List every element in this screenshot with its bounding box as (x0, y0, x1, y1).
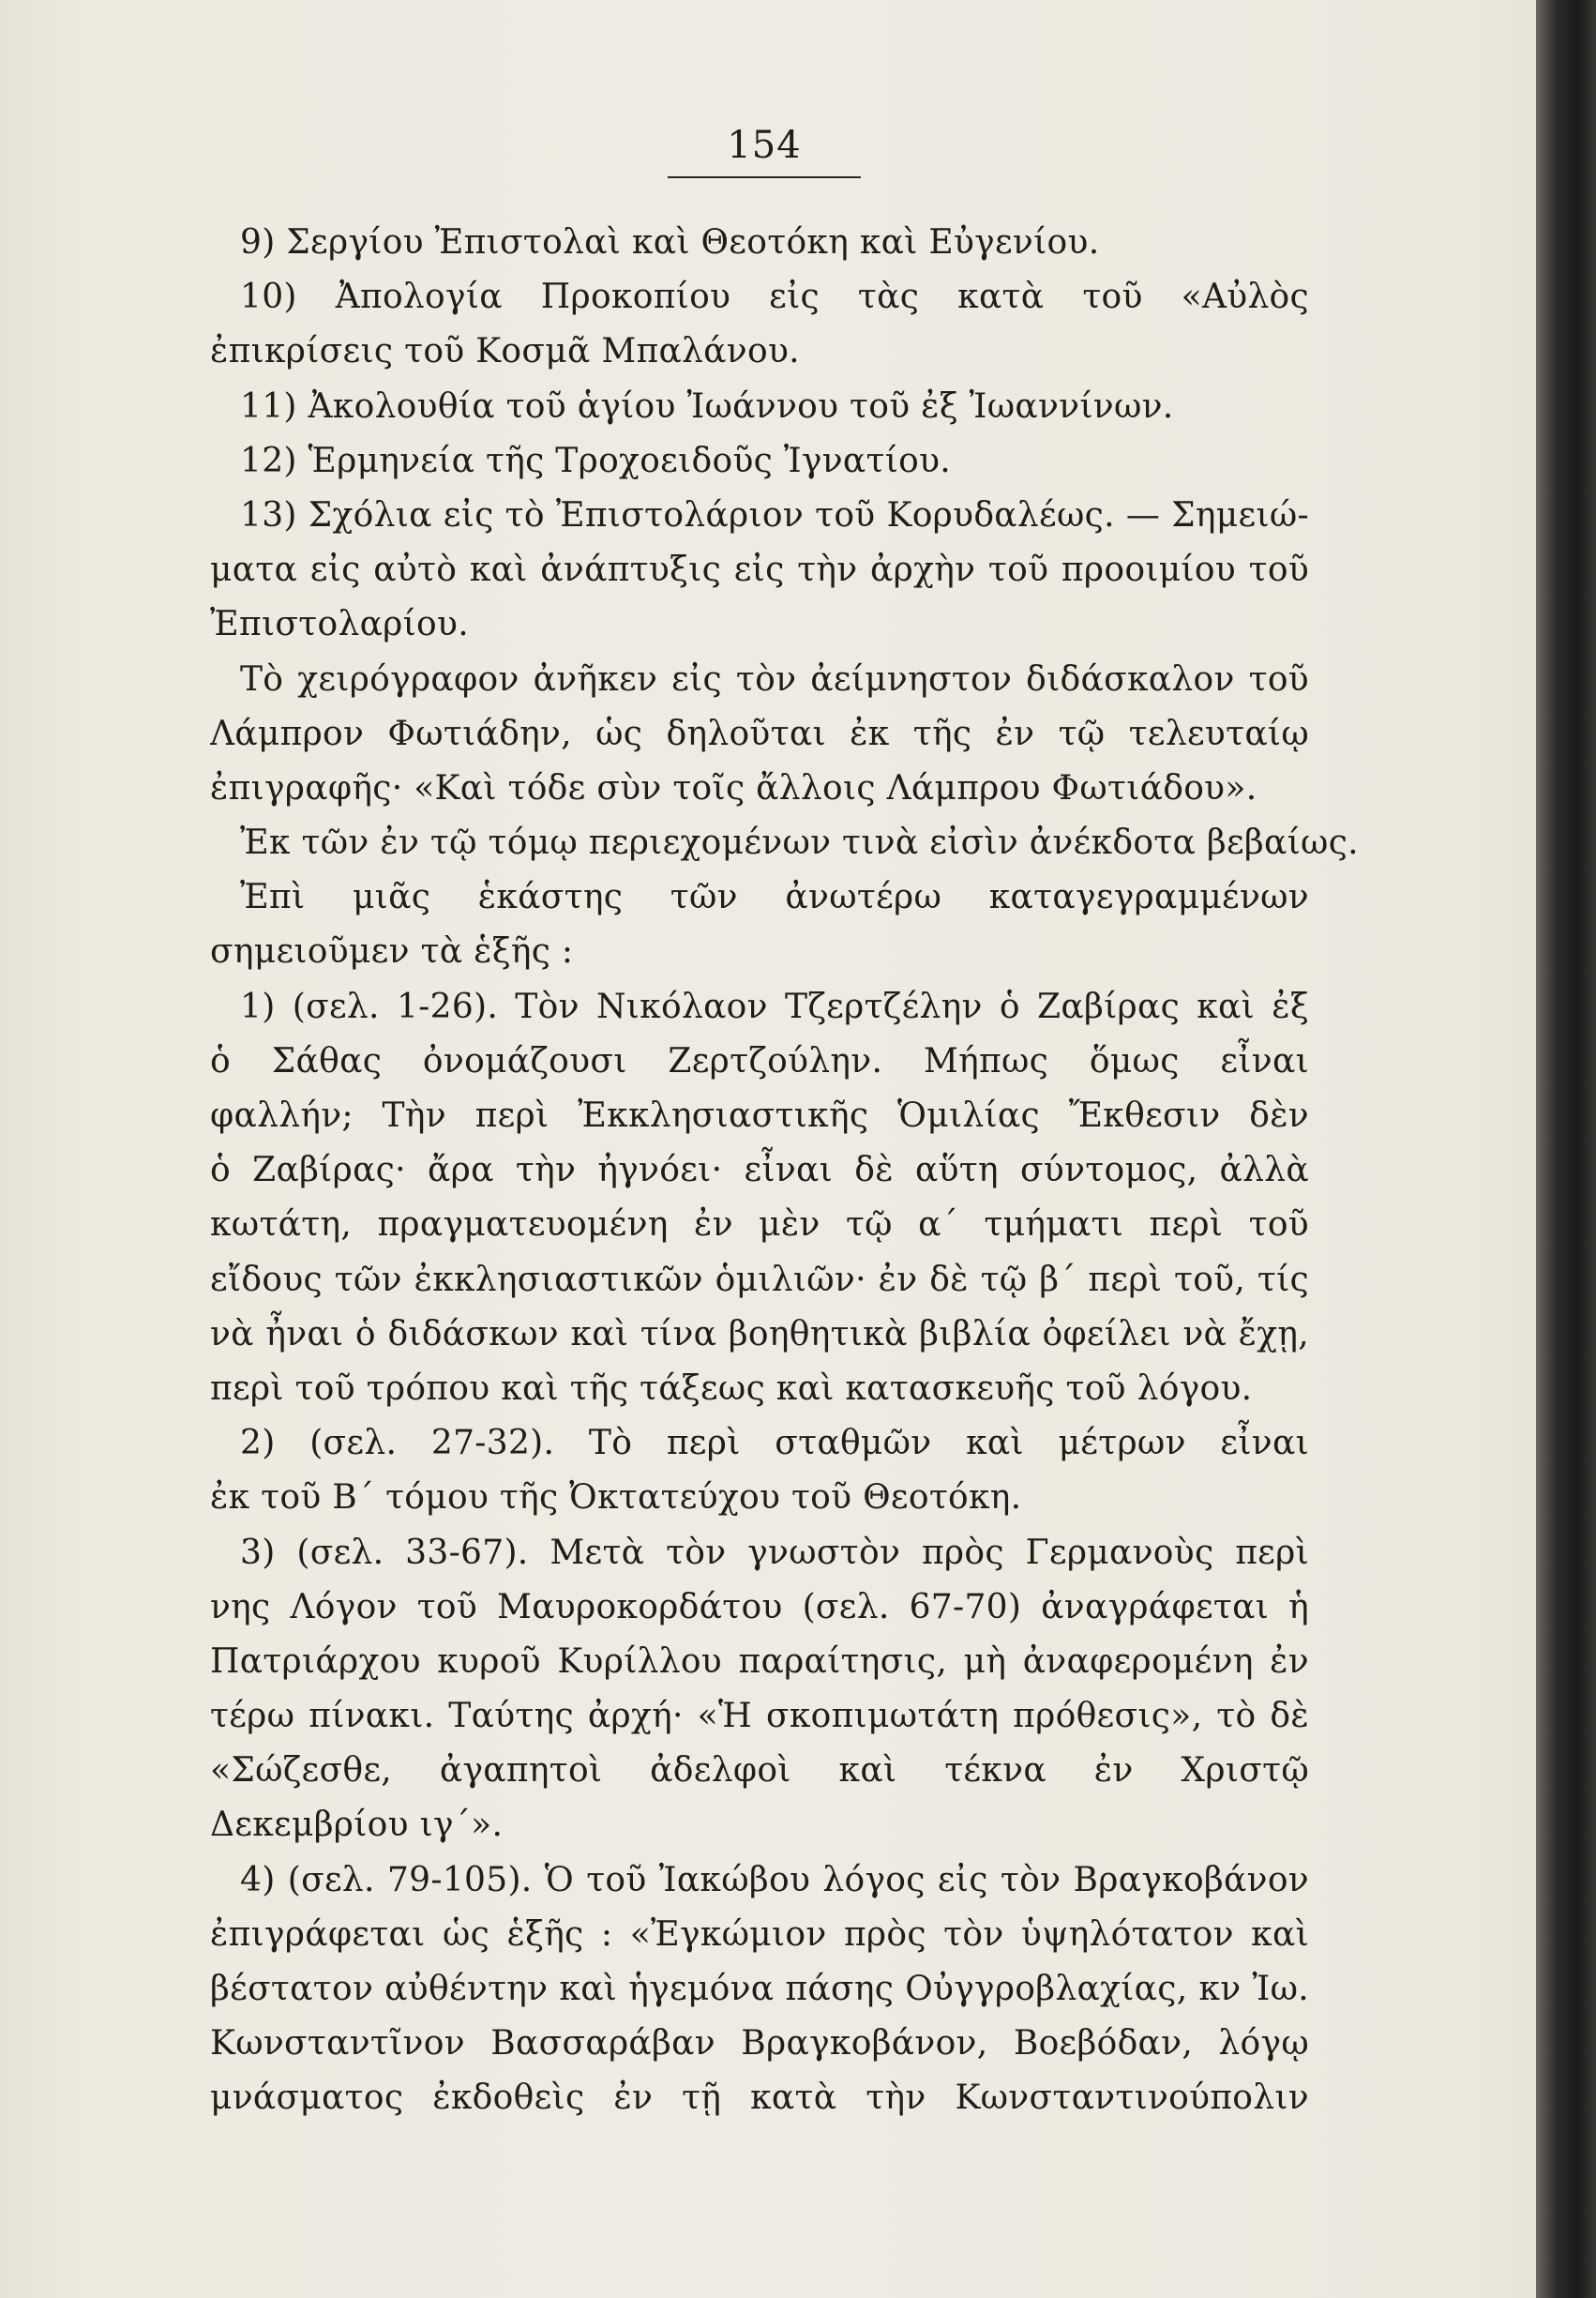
text-line: Ἐκ τῶν ἐν τῷ τόμῳ περιεχομένων τινὰ εἰσὶν ἀνέκδοτα βεβαίως. (240, 824, 1359, 863)
text-line: Πατριάρχου κυροῦ Κυρίλλου παραίτησις, μὴ ἀναφερομένη ἐν (210, 1641, 1309, 1681)
text-line: σημειοῦμεν τὰ ἑξῆς : (210, 932, 574, 972)
text-line: 13) Σχόλια εἰς τὸ Ἐπιστολάριον τοῦ Κορυδαλέως. — Σημειώ- (240, 495, 1309, 535)
text-line: 11) Ἀκολουθία τοῦ ἁγίου Ἰωάννου τοῦ ἐξ Ἰωαννίνων. (240, 386, 1174, 426)
text-line: 1) (σελ. 1-26). Τὸν Νικόλαον Τζερτζέλην ὁ Ζαβίρας καὶ ἐξ (240, 987, 1309, 1026)
text-line: Ἐπιστολαρίου. (210, 605, 469, 644)
text-line: βέστατον αὐθέντην καὶ ἡγεμόνα πάσης Οὐγγροβλαχίας, κν Ἰω. (210, 1970, 1309, 2008)
text-line: Δεκεμβρίου ιγ´». (210, 1806, 504, 1845)
text-line: ὁ Σάθας ὀνομάζουσι Ζερτζούλην. Μήπως ὅμως εἶναι (210, 1041, 1309, 1081)
text-line: ἐπιγράφεται ὡς ἑξῆς : «Ἐγκώμιον πρὸς τὸν ὑψηλότατον καὶ (210, 1914, 1309, 1954)
text-line: Τὸ χειρόγραφον ἀνῆκεν εἰς τὸν ἀείμνηστον διδάσκαλον τοῦ (240, 659, 1309, 699)
text-line: τέρω πίνακι. Ταύτης ἀρχή· «Ἡ σκοπιμωτάτη πρόθεσις», τὸ δὲ (210, 1697, 1309, 1736)
text-line: εἴδους τῶν ἐκκλησιαστικῶν ὁμιλιῶν· ἐν δὲ τῷ β´ περὶ τοῦ, τίς (210, 1260, 1309, 1299)
text-line: Λάμπρον Φωτιάδην, ὡς δηλοῦται ἐκ τῆς ἐν τῷ τελευταίῳ (210, 714, 1309, 753)
text-line: Κωνσταντῖνον Βασσαράβαν Βραγκοβάνον, Βοεβόδαν, λόγῳ (210, 2024, 1309, 2064)
text-line: ἐπικρίσεις τοῦ Κοσμᾶ Μπαλάνου. (210, 332, 800, 371)
text-line: νης Λόγον τοῦ Μαυροκορδάτου (σελ. 67-70) ἀναγράφεται ἡ (210, 1587, 1309, 1626)
book-binding-edge (1536, 0, 1596, 2298)
text-line: ἐπιγραφῆς· «Καὶ τόδε σὺν τοῖς ἄλλοις Λάμπρου Φωτιάδου». (210, 768, 1257, 808)
text-line: 9) Σεργίου Ἐπιστολαὶ καὶ Θεοτόκη καὶ Εὐγενίου. (240, 223, 1100, 262)
text-line: ὁ Ζαβίρας· ἄρα τὴν ἠγνόει· εἶναι δὲ αὕτη σύντομος, ἀλλὰ (210, 1151, 1309, 1190)
text-line: ματα εἰς αὐτὸ καὶ ἀνάπτυξις εἰς τὴν ἀρχὴν τοῦ προοιμίου τοῦ (210, 551, 1309, 590)
page-number: 154 (668, 124, 861, 178)
text-line: φαλλήν; Τὴν περὶ Ἐκκλησιαστικῆς Ὁμιλίας Ἔκθεσιν δὲν (210, 1096, 1309, 1135)
text-line: κωτάτη, πραγματευομένη ἐν μὲν τῷ α´ τμήματι περὶ τοῦ (210, 1205, 1309, 1245)
body-text (210, 216, 1359, 2126)
text-line: 4) (σελ. 79-105). Ὁ τοῦ Ἰακώβου λόγος εἰς τὸν Βραγκοβάνον (240, 1860, 1309, 1899)
text-line: 12) Ἑρμηνεία τῆς Τροχοειδοῦς Ἰγνατίου. (240, 441, 952, 480)
text-line: νὰ ἦναι ὁ διδάσκων καὶ τίνα βοηθητικὰ βιβλία ὀφείλει νὰ ἔχῃ, (210, 1314, 1309, 1353)
text-line: ἐκ τοῦ Β´ τόμου τῆς Ὀκτατεύχου τοῦ Θεοτόκη. (210, 1478, 1022, 1518)
text-line: 3) (σελ. 33-67). Μετὰ τὸν γνωστὸν πρὸς Γερμανοὺς περὶ (240, 1533, 1309, 1572)
text-line: Ἐπὶ μιᾶς ἑκάστης τῶν ἀνωτέρω καταγεγραμμένων (240, 878, 1309, 917)
text-line: μνάσματος ἐκδοθεὶς ἐν τῇ κατὰ τὴν Κωνσταντινούπολιν (210, 2079, 1309, 2118)
text-line: 2) (σελ. 27-32). Τὸ περὶ σταθμῶν καὶ μέτρων εἶναι (240, 1424, 1309, 1463)
text-line: 10) Ἀπολογία Προκοπίου εἰς τὰς κατὰ τοῦ «Αὐλὸς (240, 278, 1309, 317)
text-line: περὶ τοῦ τρόπου καὶ τῆς τάξεως καὶ κατασκευῆς τοῦ λόγου. (210, 1368, 1253, 1408)
text-line: «Σώζεσθε, ἀγαπητοὶ ἀδελφοὶ καὶ τέκνα ἐν Χριστῷ (210, 1751, 1309, 1791)
